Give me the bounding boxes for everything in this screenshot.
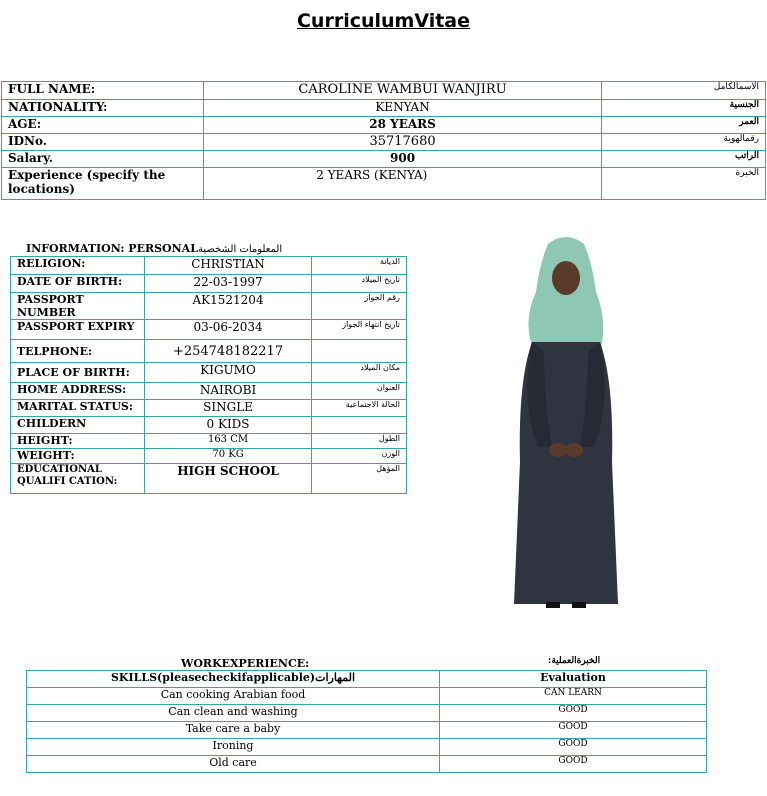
value-date-of-birth: 22-03-1997 — [144, 275, 312, 293]
summary-table — [1, 81, 766, 200]
arabic-salary: الراتب — [601, 151, 765, 168]
arabic-marital-status: الحالة الاجتماعية — [312, 400, 407, 417]
value-religion: CHRISTIAN — [144, 257, 312, 275]
skill-cell: Can cooking Arabian food — [27, 688, 440, 705]
arabic-children — [312, 417, 407, 434]
value-telephone: +254748182217 — [144, 340, 312, 363]
table-row — [27, 705, 707, 722]
work-experience-heading: WORKEXPERIENCE: — [181, 657, 310, 670]
label-salary: Salary. — [2, 151, 204, 168]
evaluation-header: Evaluation — [440, 671, 707, 688]
arabic-date-of-birth: تاريخ الميلاد — [312, 275, 407, 293]
page-title: CurriculumVitae — [296, 10, 471, 32]
arabic-id-no: رقمالهوية — [601, 134, 765, 151]
value-nationality: KENYAN — [204, 100, 602, 117]
label-date-of-birth: DATE OF BIRTH: — [11, 275, 145, 293]
label-age: AGE: — [2, 117, 204, 134]
value-passport-expiry: 03-06-2034 — [144, 320, 312, 340]
value-weight: 70 KG — [144, 449, 312, 464]
arabic-passport-expiry: تاريخ انتهاء الجواز — [312, 320, 407, 340]
value-home-address: NAIROBI — [144, 383, 312, 400]
label-place-of-birth: PLACE OF BIRTH: — [11, 363, 145, 383]
label-weight: WEIGHT: — [11, 449, 145, 464]
skill-cell: Take care a baby — [27, 722, 440, 739]
table-row — [27, 756, 707, 773]
label-full-name: FULL NAME: — [2, 82, 204, 100]
arabic-height: الطول — [312, 434, 407, 449]
personal-info-table — [10, 256, 407, 494]
label-height: HEIGHT: — [11, 434, 145, 449]
label-religion: RELIGION: — [11, 257, 145, 275]
personal-info-heading: INFORMATION: PERSONALالمعلومات الشخصية — [26, 242, 283, 255]
arabic-place-of-birth: مكان الميلاد — [312, 363, 407, 383]
label-children: CHILDERN — [11, 417, 145, 434]
value-height: 163 CM — [144, 434, 312, 449]
value-salary: 900 — [204, 151, 602, 168]
skill-cell: Old care — [27, 756, 440, 773]
arabic-telephone — [312, 340, 407, 363]
table-row — [27, 688, 707, 705]
skill-cell: Ironing — [27, 739, 440, 756]
value-marital-status: SINGLE — [144, 400, 312, 417]
evaluation-cell: CAN LEARN — [440, 688, 707, 705]
value-education: HIGH SCHOOL — [144, 464, 312, 494]
evaluation-cell: GOOD — [440, 722, 707, 739]
arabic-religion: الديانة — [312, 257, 407, 275]
label-id-no: IDNo. — [2, 134, 204, 151]
arabic-nationality: الجنسية — [601, 100, 765, 117]
arabic-experience: الخبرة — [601, 168, 765, 200]
arabic-passport-number: رقم الجواز — [312, 293, 407, 320]
work-experience-heading-arabic: الخبرةالعملية: — [548, 656, 601, 666]
arabic-education: المؤهل — [312, 464, 407, 494]
value-children: 0 KIDS — [144, 417, 312, 434]
arabic-age: العمر — [601, 117, 765, 134]
label-nationality: NATIONALITY: — [2, 100, 204, 117]
label-telephone: TELPHONE: — [11, 340, 145, 363]
evaluation-cell: GOOD — [440, 705, 707, 722]
label-passport-number: PASSPORT NUMBER — [11, 293, 145, 320]
value-full-name: CAROLINE WAMBUI WANJIRU — [204, 82, 602, 100]
skills-header: SKILLS(pleasecheckifapplicable)المهارات — [27, 671, 440, 688]
candidate-photo — [500, 232, 632, 618]
label-education: EDUCATIONAL QUALIFI CATION: — [11, 464, 145, 494]
evaluation-cell: GOOD — [440, 756, 707, 773]
label-passport-expiry: PASSPORT EXPIRY — [11, 320, 145, 340]
table-row — [27, 722, 707, 739]
arabic-weight: الوزن — [312, 449, 407, 464]
value-age: 28 YEARS — [204, 117, 602, 134]
value-place-of-birth: KIGUMO — [144, 363, 312, 383]
value-passport-number: AK1521204 — [144, 293, 312, 320]
label-experience: Experience (specify the locations) — [2, 168, 204, 200]
value-experience: 2 YEARS (KENYA) — [204, 168, 602, 200]
skill-cell: Can clean and washing — [27, 705, 440, 722]
skills-table — [26, 670, 707, 773]
arabic-full-name: الاسمالكامل — [601, 82, 765, 100]
label-home-address: HOME ADDRESS: — [11, 383, 145, 400]
arabic-home-address: العنوان — [312, 383, 407, 400]
value-id-no: 35717680 — [204, 134, 602, 151]
evaluation-cell: GOOD — [440, 739, 707, 756]
table-row — [27, 739, 707, 756]
label-marital-status: MARITAL STATUS: — [11, 400, 145, 417]
